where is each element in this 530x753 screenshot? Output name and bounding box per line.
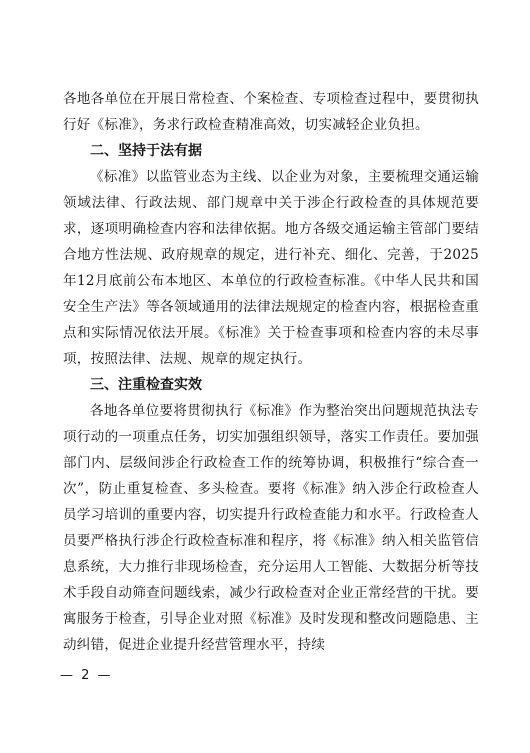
document-body	[63, 86, 479, 658]
section-heading-2: 二、坚持于法有据	[90, 143, 202, 159]
page-number: — 2 —	[60, 668, 113, 683]
paragraph-section2: 《标准》以监管业态为主线、以企业为对象，主要梳理交通运输领域法律、行政法规、部门规章中关于涉企行政检查的具体规范要求，逐项明确检查内容和法律依据。地方各级交通运输主管部门要结合地方性法规、政府规章的规定，进行补充、细化、完善，于2025年12月底前公布本地区、本单位的行政检查标准。《中华人民共和国安全生产法》等各领域通用的法律法规规定的检查内容，根据检查重点和实际情况依法开展。《标准》关于检查事项和检查内容的未尽事项，按照法律、法规、规章的规定执行。	[63, 169, 479, 367]
paragraph-section3: 各地各单位要将贯彻执行《标准》作为整治突出问题规范执法专项行动的一项重点任务，切实加强组织领导，落实工作责任。要加强部门内、层级间涉企行政检查工作的统筹协调，积极推行“综合查一次”，防止重复检查、多头检查。要将《标准》纳入涉企行政检查人员学习培训的重要内容，切实提升行政检查能力和水平。行政检查人员要严格执行涉企行政检查标准和程序，将《标准》纳入相关监管信息系统，大力推行非现场检查，充分运用人工智能、大数据分析等技术手段自动筛查问题线索，减少行政检查对企业正常经营的干扰。要寓服务于检查，引导企业对照《标准》及时发现和整改问题隐患、主动纠错，促进企业提升经营管理水平，持续	[63, 403, 479, 653]
section-heading-3: 三、注重检查实效	[90, 377, 202, 393]
paragraph-intro-continued: 各地各单位在开展日常检查、个案检查、专项检查过程中，要贯彻执行好《标准》，务求行政检查精准高效，切实减轻企业负担。	[63, 91, 479, 133]
